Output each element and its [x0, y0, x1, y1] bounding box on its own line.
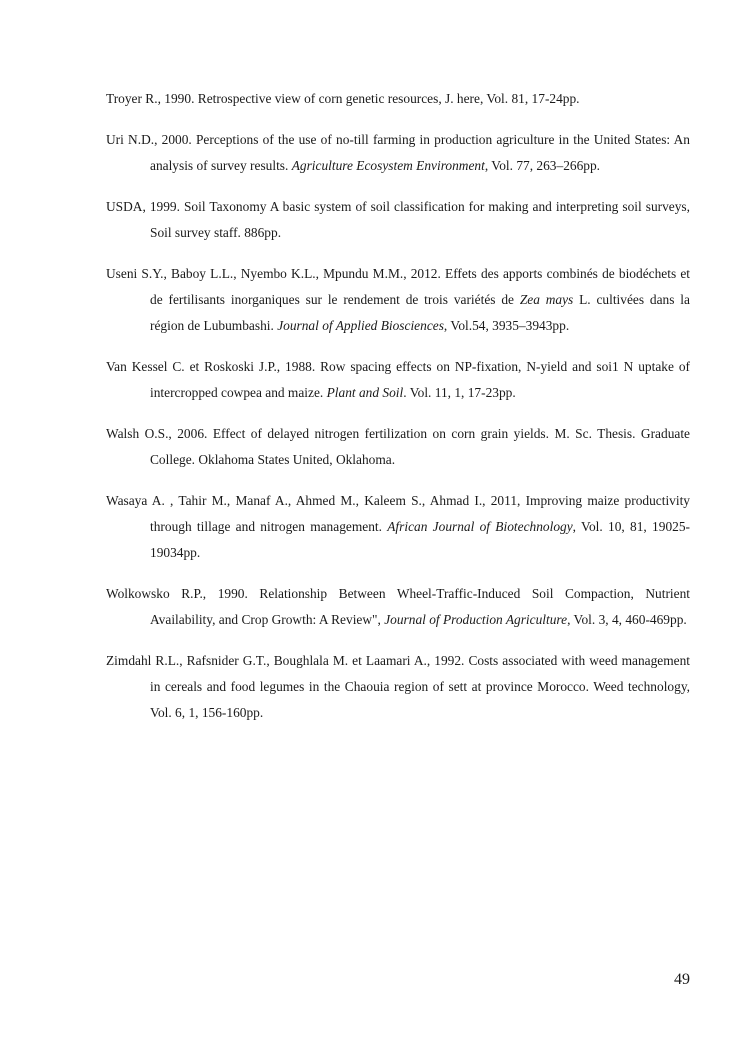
reference-details: . Vol. 11, 1, 17-23pp. [403, 385, 516, 400]
reference-zimdahl-1992 [106, 648, 690, 726]
journal-title: Plant and Soil [326, 385, 404, 400]
journal-title: Agriculture Ecosystem Environment [291, 158, 485, 173]
reference-usda-1999 [106, 194, 690, 246]
reference-text: Uri N.D., 2000. Perceptions of the use of no-till farming in production agriculture in the United States: An analysis of survey results. [106, 132, 690, 173]
reference-text: USDA, 1999. Soil Taxonomy A basic system of soil classification for making and interpreting soil surveys, Soil survey staff. 886pp. [106, 199, 690, 240]
species-name: Zea mays [519, 292, 574, 307]
reference-text: Van Kessel C. et Roskoski J.P., 1988. Row spacing effects on NP-fixation, N-yield and soi1 N uptake of intercropped cowpea and maize. [106, 359, 690, 400]
reference-uri-2000 [106, 127, 690, 179]
reference-wasaya-2011 [106, 488, 690, 566]
reference-walsh-2006 [106, 421, 690, 473]
reference-details: , Vol. 77, 263–266pp. [484, 158, 601, 173]
reference-details: , Vol. 10, 81, 19025-19034pp. [150, 519, 690, 560]
reference-list [106, 86, 690, 741]
reference-wolkowsko-1990 [106, 581, 690, 633]
journal-title: African Journal of Biotechnology [387, 519, 573, 534]
reference-details: , Vol. 3, 4, 460-469pp. [567, 612, 687, 627]
reference-useni-2012 [106, 261, 690, 339]
reference-text: Useni S.Y., Baboy L.L., Nyembo K.L., Mpundu M.M., 2012. Effets des apports combinés de biodéchets et de fertilisants inorganiques sur le rendement de trois variétés de [106, 266, 690, 307]
reference-details: , Vol.54, 3935–3943pp. [443, 318, 570, 333]
reference-text-continued: L. cultivées dans la région de Lubumbashi. [150, 292, 690, 333]
reference-troyer-1990 [106, 86, 690, 112]
reference-text: Walsh O.S., 2006. Effect of delayed nitrogen fertilization on corn grain yields. M. Sc. Thesis. Graduate College. Oklahoma States United, Oklahoma. [106, 426, 690, 467]
reference-text: Wolkowsko R.P., 1990. Relationship Between Wheel-Traffic-Induced Soil Compaction, Nutrient Availability, and Crop Growth: A Review", [106, 586, 690, 627]
reference-van-kessel-1988 [106, 354, 690, 406]
reference-text: Troyer R., 1990. Retrospective view of corn genetic resources, J. here, Vol. 81, 17-24pp. [106, 91, 580, 106]
journal-title: Journal of Applied Biosciences [277, 318, 444, 333]
page-number: 49 [674, 971, 690, 988]
journal-title: Journal of Production Agriculture [384, 612, 568, 627]
reference-text: Zimdahl R.L., Rafsnider G.T., Boughlala M. et Laamari A., 1992. Costs associated with weed management in cereals and food legumes in the Chaouia region of sett at province Morocco. Weed technology, Vol. 6, 1, 156-160pp. [106, 653, 690, 720]
reference-text: Wasaya A. , Tahir M., Manaf A., Ahmed M., Kaleem S., Ahmad I., 2011, Improving maize productivity through tillage and nitrogen management. [106, 493, 690, 534]
